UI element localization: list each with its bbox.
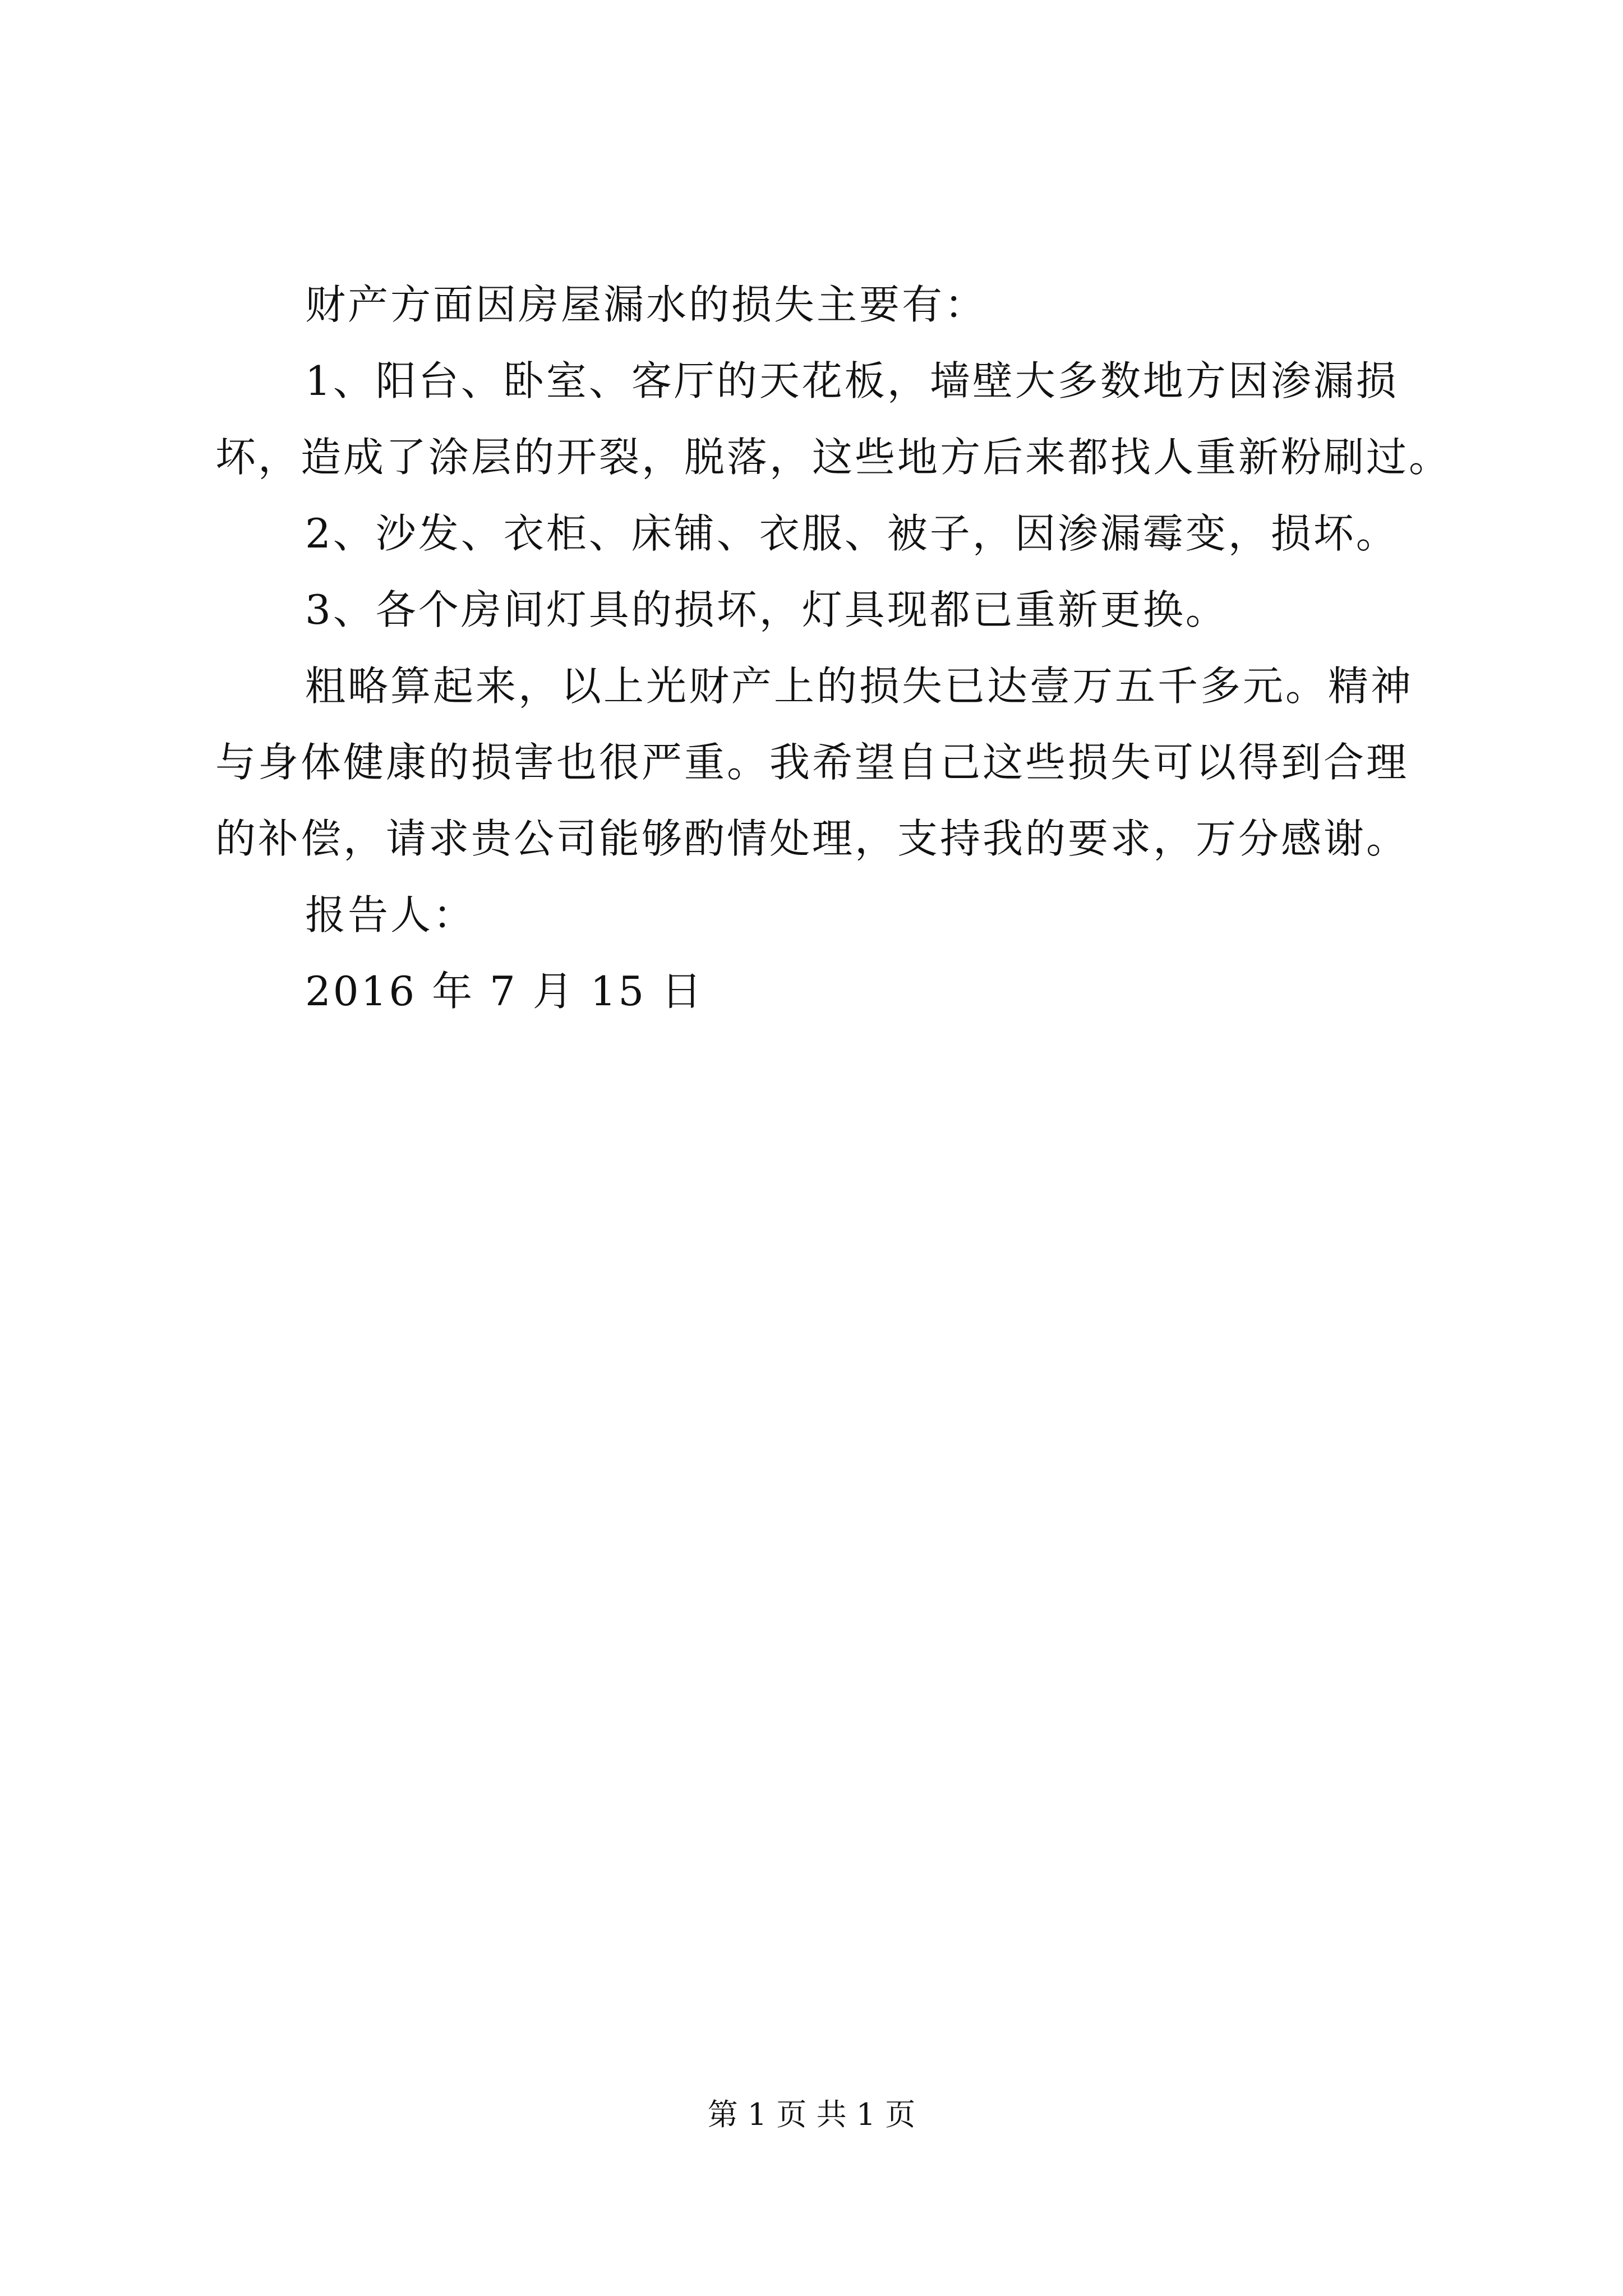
paragraph-line: 报告人： <box>305 891 476 938</box>
paragraph-item-3 <box>215 572 1427 648</box>
paragraph-line: 3、各个房间灯具的损坏，灯具现都已重新更换。 <box>305 586 1228 633</box>
paragraph-property-loss-intro <box>215 266 1427 343</box>
paragraph-line: 1、阳台、卧室、客厅的天花板，墙壁大多数地方因渗漏损 <box>305 357 1399 404</box>
paragraph-line: 粗略算起来，以上光财产上的损失已达壹万五千多元。精神 <box>305 662 1414 710</box>
paragraph-item-1 <box>215 343 1452 495</box>
reporter-label <box>215 877 1427 953</box>
document-body <box>215 266 1452 1029</box>
paragraph-line: 财产方面因房屋漏水的损失主要有： <box>305 281 988 328</box>
paragraph-summary-request <box>215 648 1427 877</box>
paragraph-line: 的补偿，请求贵公司能够酌情处理，支持我的要求，万分感谢。 <box>215 815 1409 862</box>
paragraph-line: 坏，造成了涂层的开裂，脱落，这些地方后来都找人重新粉刷过。 <box>215 434 1452 481</box>
paragraph-line: 2016 年 7 月 15 日 <box>305 968 704 1015</box>
report-date <box>215 953 1427 1029</box>
paragraph-item-2 <box>215 495 1427 572</box>
paragraph-line: 2、沙发、衣柜、床铺、衣服、被子，因渗漏霉变，损坏。 <box>305 510 1399 557</box>
paragraph-line: 与身体健康的损害也很严重。我希望自己这些损失可以得到合理 <box>215 739 1409 786</box>
page-number-footer: 第 1 页 共 1 页 <box>707 2097 916 2132</box>
